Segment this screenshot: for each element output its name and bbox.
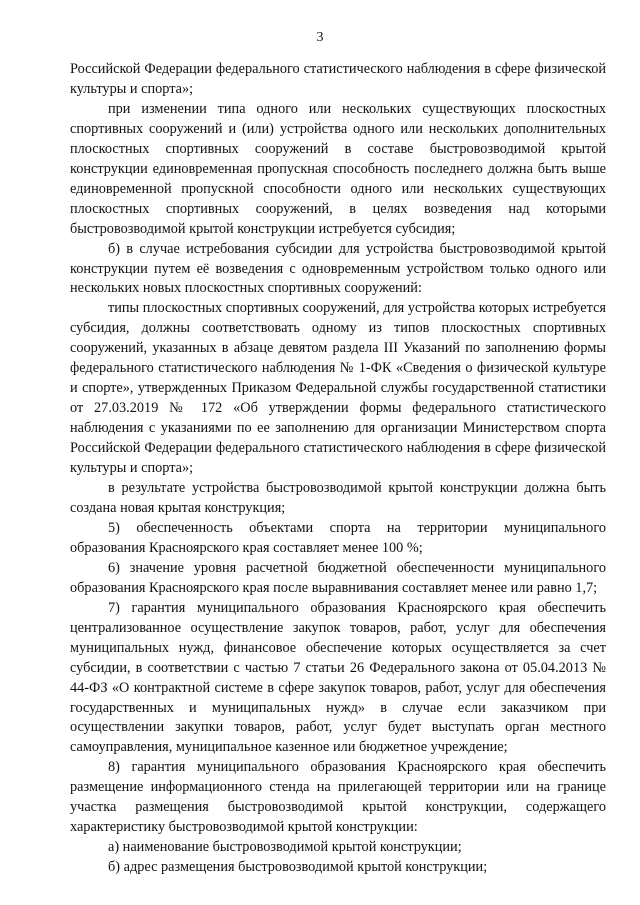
paragraph-item-8: 8) гарантия муниципального образования Красноярского края обеспечить размещение информационного стенда на прилегающей территории или на границе участка размещения быстровозводимой крытой конструкции, содержащего характеристику быстровозводимой крытой конструкции: — [70, 759, 606, 836]
paragraph-facility-types: типы плоскостных спортивных сооружений, для устройства которых истребуется субсидия, должны соответствовать одному из типов плоскостных спортивных сооружений, указанных в абзаце девятом раздела III Указаний по заполнению формы федерального статистического наблюдения № 1-ФК «Сведения о физической культуре и спорте», утвержденных Приказом Федеральной службы государственной статистики от 27.03.2019 № 172 «Об утверждении формы федерального статистического наблюдения с указаниями по ее заполнению для организации Министерством спорта Российской Федерации федерального статистического наблюдения в сфере физической культуры и спорта»; — [70, 300, 606, 477]
paragraph-type-change: при изменении типа одного или нескольких существующих плоскостных спортивных сооружений и (или) устройства одного или нескольких дополнительных плоскостных спортивных сооружений в составе быстровозводимой крытой конструкции единовременная пропускная способность последнего должна быть выше единовременной пропускной способности одного или нескольких существующих плоскостных спортивных сооружений, в целях возведения над которыми быстровозводимой крытой конструкции истребуется субсидия; — [70, 100, 606, 237]
paragraph-continuation: Российской Федерации федерального статистического наблюдения в сфере физической культуры и спорта»; — [70, 61, 606, 97]
paragraph-item-6: 6) значение уровня расчетной бюджетной обеспеченности муниципального образования Красноярского края после выравнивания составляет менее или равно 1,7; — [70, 559, 606, 596]
paragraph-item-8a: а) наименование быстровозводимой крытой конструкции; — [108, 839, 462, 856]
paragraph-new-structure: в результате устройства быстровозводимой крытой конструкции должна быть создана новая крытая конструкция; — [70, 480, 606, 516]
document-body — [70, 60, 606, 878]
paragraph-item-7: 7) гарантия муниципального образования Красноярского края обеспечить централизованное осуществление закупок товаров, работ, услуг для обеспечения муниципальных нужд, финансовое обеспечение которых осуществляется за счет субсидии, в соответствии с частью 7 статьи 26 Федерального закона от 05.04.2013 № 44-ФЗ «О контрактной системе в сфере закупок товаров, работ, услуг для обеспечения государственных и муниципальных нужд» в случае если заказчиком при осуществлении закупки товаров, работ, услуг будет выступать орган местного самоуправления, муниципальное казенное или бюджетное учреждение; — [70, 599, 606, 756]
paragraph-item-5: 5) обеспеченность объектами спорта на территории муниципального образования Красноярского края составляет менее 100 %; — [70, 519, 606, 556]
page-number: 3 — [316, 30, 324, 45]
paragraph-item-8b: б) адрес размещения быстровозводимой крытой конструкции; — [108, 859, 488, 876]
paragraph-item-b: б) в случае истребования субсидии для устройства быстровозводимой крытой конструкции путем её возведения с одновременным устройством только одного или нескольких новых плоскостных спортивных сооружений: — [70, 240, 606, 297]
